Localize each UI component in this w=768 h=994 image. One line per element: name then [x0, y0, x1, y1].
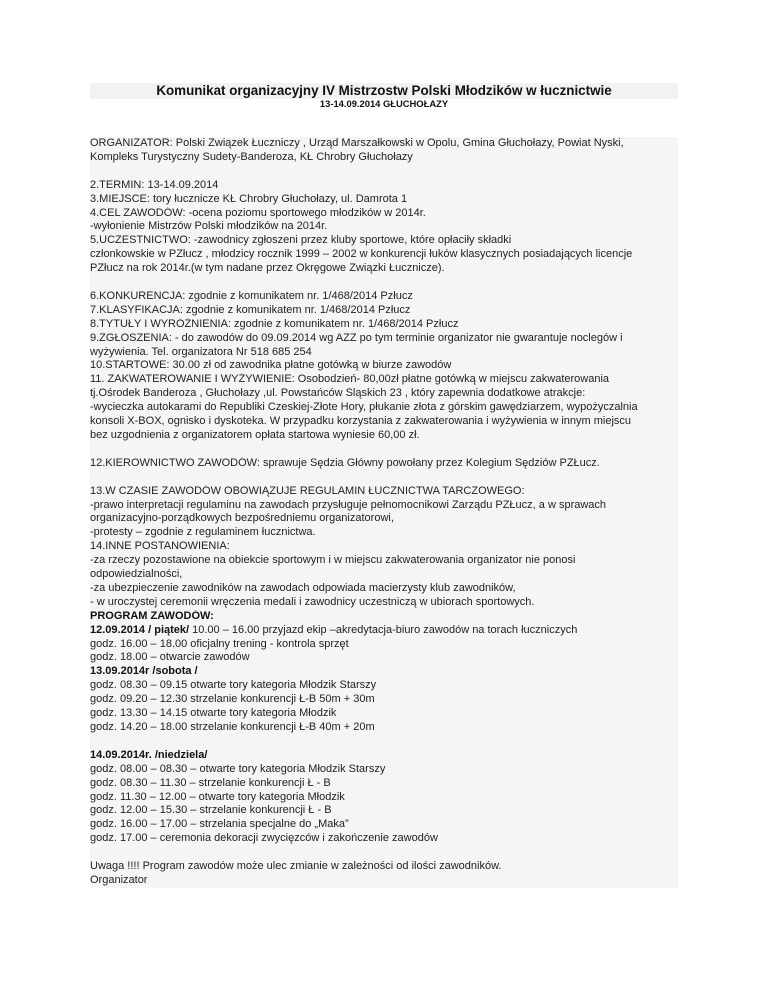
inne-line: -za rzeczy pozostawione na obiekcie sportowym i w miejscu zakwaterowania organizator nie ponosi [90, 554, 576, 567]
day1-label: 12.09.2014 / piątek/ [90, 623, 190, 636]
regulamin-line: organizacyjno-porządkowych bezpośredniemu organizatorowi, [90, 512, 394, 525]
zgloszenia-line: 9.ZGŁOSZENIA: - do zawodów do 09.09.2014 wg AZZ po tym terminie organizator nie gwarantuje noclegów i [90, 331, 623, 344]
document-body [90, 137, 678, 888]
organizer-line: Kompleks Turystyczny Sudety-Banderoza, KŁ Chrobry Głuchołazy [90, 150, 413, 163]
uczestnictwo-line: członkowskie w PZłucz , młodzicy rocznik 1999 – 2002 w konkurencji łuków klasycznych posiadających licencje [90, 248, 633, 261]
regulamin-line: -prawo interpretacji regulaminu na zawodach przysługuje pełnomocnikowi Zarządu PZŁucz, a w sprawach [90, 498, 607, 511]
cel-line: 4.CEL ZAWODÓW: -ocena poziomu sportowego młodzików w 2014r. [90, 206, 426, 219]
inne-line: -za ubezpieczenie zawodników na zawodach odpowiada macierzysty klub zawodników, [90, 581, 516, 594]
program-line: godz. 12.00 – 15.30 – strzelanie konkurencji Ł - B [90, 804, 332, 817]
startowe-line: 10.STARTOWE: 30.00 zł od zawodnika płatne gotówką w biurze zawodów [90, 359, 452, 372]
regulamin-line: -protesty – zgodnie z regulaminem łucznictwa. [90, 526, 316, 539]
program-line: godz. 11.30 – 12.00 – otwarte tory kategoria Młodzik [90, 790, 345, 803]
miejsce-line: 3.MIEJSCE: tory łucznicze KŁ Chrobry Głuchołazy, ul. Damrota 1 [90, 192, 408, 205]
zakwaterowanie-line: bez uzgodnienia z organizatorem opłata startowa wyniesie 60,00 zł. [90, 429, 420, 441]
day2-label: 13.09.2014r /sobota / [90, 665, 198, 678]
program-line: godz. 13.30 – 14.15 otwarte tory kategoria Młodzik [90, 707, 337, 720]
day1-text: 10.00 – 16.00 przyjazd ekip –akredytacja-biuro zawodów na torach łuczniczych [189, 623, 578, 636]
zakwaterowanie-line: tj.Ośrodek Banderoza , Głuchołazy ,ul. Powstańców Śląskich 23 , który zapewnia dodatkowe atrakcje: [90, 387, 586, 400]
tytuly-line: 8.TYTUŁY I WYRÓŻNIENIA: zgodnie z komunikatem nr. 1/468/2014 Pzłucz [90, 317, 459, 330]
konkurencja-line: 6.KONKURENCJA: zgodnie z komunikatem nr. 1/468/2014 Pzłucz [90, 289, 413, 302]
uczestnictwo-line: 5.UCZESTNICTWO: -zawodnicy zgłoszeni przez kluby sportowe, które opłaciły składki [90, 234, 512, 247]
day3-label: 14.09.2014r. /niedziela/ [90, 748, 208, 761]
program-line: godz. 16.00 – 17.00 – strzelania specjalne do „Maka” [90, 818, 349, 831]
document-subtitle: 13-14.09.2014 GŁUCHOŁAZY [319, 98, 449, 109]
zakwaterowanie-line: -wycieczka autokarami do Republiki Czeskiej-Złote Hory, płukanie złota z górskim gawędziarzem, wypożyczalnia [90, 401, 638, 414]
program-line: godz. 08.30 – 09.15 otwarte tory kategoria Młodzik Starszy [90, 679, 377, 692]
organizer-line: ORGANIZATOR: Polski Związek Łuczniczy , Urząd Marszałkowski w Opolu, Gmina Głuchołazy, Powiat Nyski, [90, 137, 624, 149]
regulamin-line: 13.W CZASIE ZAWODÓW OBOWIĄZUJE REGULAMIN ŁUCZNICTWA TARCZOWEGO: [90, 484, 525, 497]
klasyfikacja-line: 7.KLASYFIKACJA: zgodnie z komunikatem nr. 1/468/2014 Pzłucz [90, 303, 411, 316]
inne-line: - w uroczystej ceremonii wręczenia medali i zawodnicy uczestniczą w ubiorach sportowych. [90, 595, 535, 608]
inne-line: odpowiedzialności, [90, 568, 183, 581]
program-line: godz. 08.00 – 08.30 – otwarte tory kategoria Młodzik Starszy [90, 762, 386, 775]
kierownictwo-line: 12.KIEROWNICTWO ZAWODÓW: sprawuje Sędzia Główny powołany przez Kolegium Sędziów PZŁucz. [90, 456, 600, 469]
termin-line: 2.TERMIN: 13-14.09.2014 [90, 178, 219, 191]
program-line: godz. 14.20 – 18.00 strzelanie konkurencji Ł-B 40m + 20m [90, 721, 375, 733]
program-line: godz. 18.00 – otwarcie zawodów [90, 651, 250, 664]
program-line: godz. 09.20 – 12.30 strzelanie konkurencji Ł-B 50m + 30m [90, 693, 375, 706]
cel-line: -wyłonienie Mistrzów Polski młodzików na 2014r. [90, 220, 328, 233]
program-line: godz. 08.30 – 11.30 – strzelanie konkurencji Ł - B [90, 776, 331, 789]
uczestnictwo-line: PZłucz na rok 2014r.(w tym nadane przez Okręgowe Związki Łucznicze). [90, 262, 445, 275]
program-line: godz. 16.00 – 18.00 oficjalny trening - kontrola sprzęt [90, 637, 349, 650]
zakwaterowanie-line: konsoli X-BOX, ognisko i dyskoteka. W przypadku korzystania z zakwaterowania i wyżywienia w innym miejscu [90, 415, 632, 428]
signature-line: Organizator [90, 873, 148, 886]
program-heading: PROGRAM ZAWODÓW: [90, 609, 214, 622]
program-line: godz. 17.00 – ceremonia dekoracji zwycięzców i zakończenie zawodów [90, 832, 438, 845]
uwaga-line: Uwaga !!!! Program zawodów może ulec zmianie w zależności od ilości zawodników. [90, 860, 502, 873]
document-title: Komunikat organizacyjny IV Mistrzostw Polski Młodzików w łucznictwie [90, 83, 678, 99]
zgloszenia-line: wyżywienia. Tel. organizatora Nr 518 685 254 [90, 345, 312, 358]
program-day1-line [90, 624, 678, 638]
zakwaterowanie-line: 11. ZAKWATEROWANIE I WYŻYWIENIE: Osobodzień- 80,00zł płatne gotówką w miejscu zakwaterowania [90, 373, 610, 386]
inne-line: 14.INNE POSTANOWIENIA: [90, 540, 230, 553]
